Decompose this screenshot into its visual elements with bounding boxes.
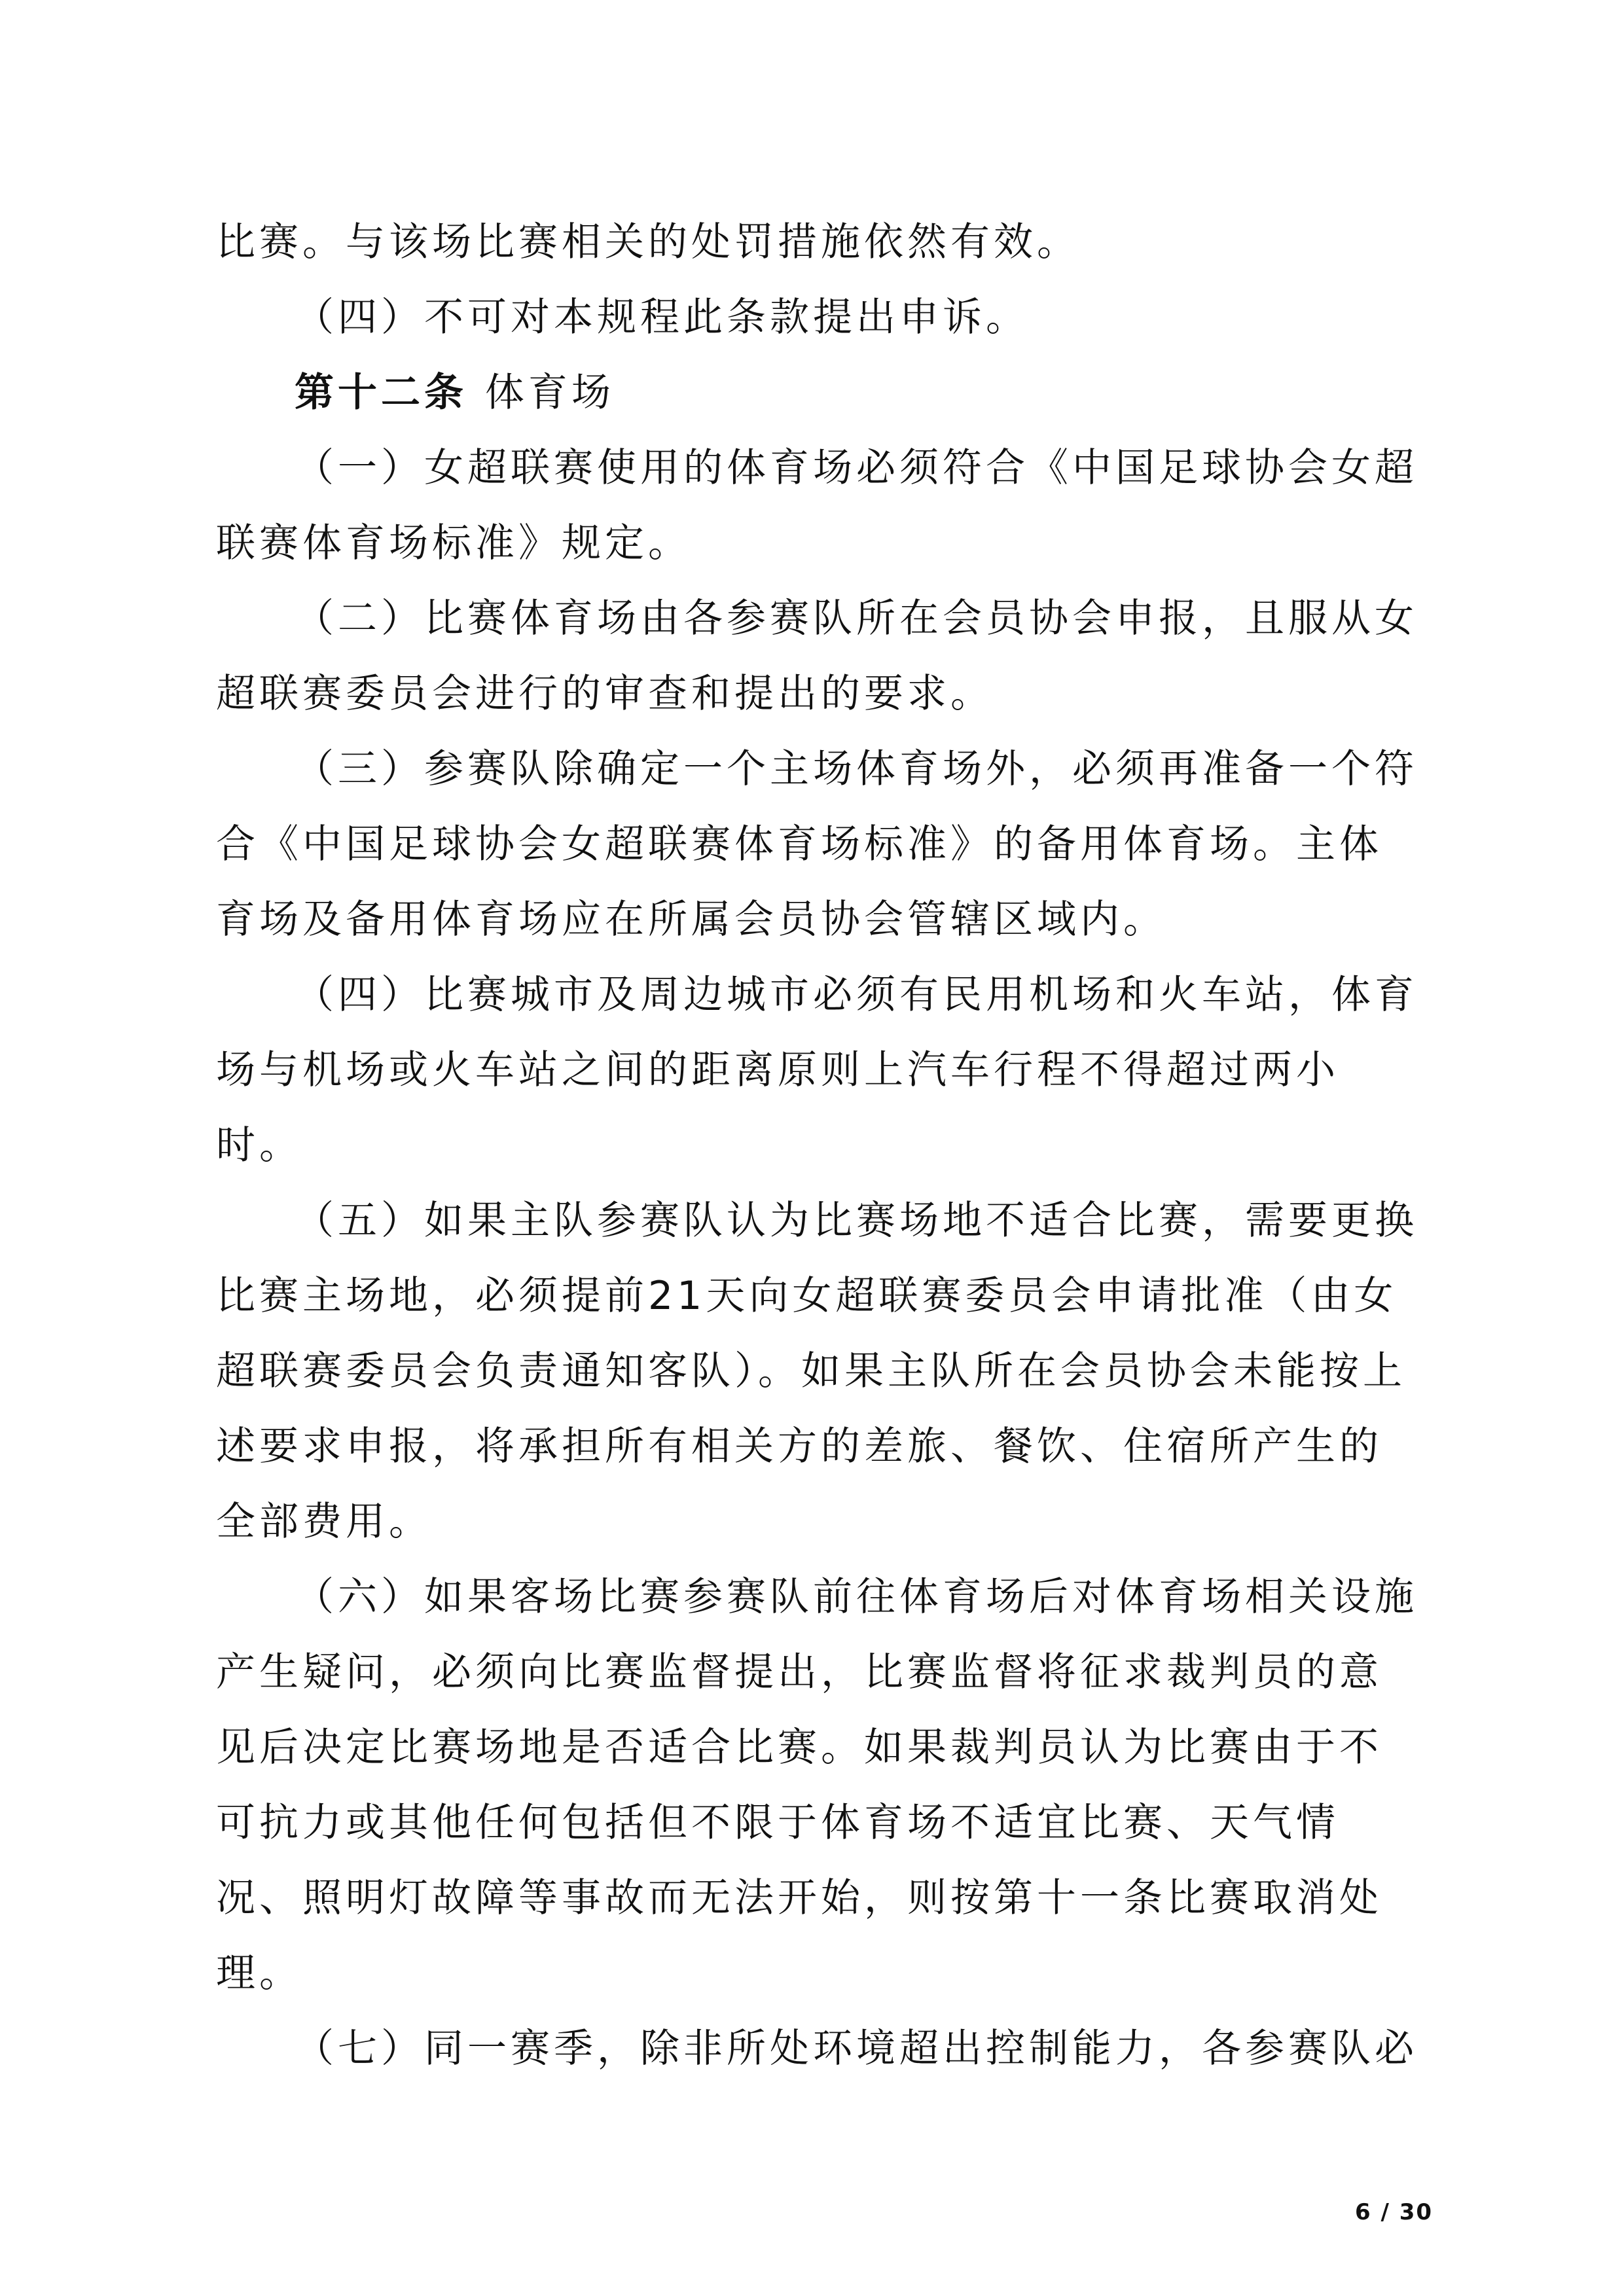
article-number: 第十二条 [295, 370, 467, 416]
text-line: 全部费用。 [216, 1499, 432, 1545]
text-line: （五）如果主队参赛队认为比赛场地不适合比赛，需要更换 [295, 1198, 1418, 1244]
text-line: （七）同一赛季，除非所处环境超出控制能力，各参赛队必 [295, 2026, 1418, 2072]
text-line: 况、照明灯故障等事故而无法开始，则按第十一条比赛取消处 [216, 1875, 1382, 1921]
text-line: 比赛主场地，必须提前21天向女超联赛委员会申请批准（由女 [216, 1273, 1398, 1319]
text-line: 时。 [216, 1122, 302, 1168]
text-line: 场与机场或火车站之间的距离原则上汽车行程不得超过两小 [216, 1047, 1339, 1093]
text-line: （六）如果客场比赛参赛队前往体育场后对体育场相关设施 [295, 1574, 1418, 1620]
article-title: 体育场 [484, 370, 615, 416]
text-line: 述要求申报，将承担所有相关方的差旅、餐饮、住宿所产生的 [216, 1424, 1382, 1469]
text-line: （二）比赛体育场由各参赛队所在会员协会申报，且服从女 [295, 596, 1418, 641]
page-number: 6 / 30 [1355, 2199, 1434, 2225]
text-line: 比赛。与该场比赛相关的处罚措施依然有效。 [216, 219, 1080, 265]
text-line: 联赛体育场标准》规定。 [216, 520, 691, 566]
text-line: （一）女超联赛使用的体育场必须符合《中国足球协会女超 [295, 445, 1418, 491]
text-line: 超联赛委员会进行的审查和提出的要求。 [216, 671, 994, 717]
text-line: 理。 [216, 1950, 302, 1996]
text-line: （四）比赛城市及周边城市必须有民用机场和火车站，体育 [295, 972, 1418, 1018]
text-line: 产生疑问，必须向比赛监督提出，比赛监督将征求裁判员的意 [216, 1649, 1382, 1695]
text-line: 可抗力或其他任何包括但不限于体育场不适宜比赛、天气情 [216, 1800, 1339, 1846]
text-line: 见后决定比赛场地是否适合比赛。如果裁判员认为比赛由于不 [216, 1725, 1382, 1770]
text-line: 合《中国足球协会女超联赛体育场标准》的备用体育场。主体 [216, 821, 1382, 867]
text-line: 超联赛委员会负责通知客队）。如果主队所在会员协会未能按上 [216, 1348, 1406, 1394]
text-line: 育场及备用体育场应在所属会员协会管辖区域内。 [216, 897, 1166, 942]
text-line: （四）不可对本规程此条款提出申诉。 [295, 295, 1029, 340]
text-line: （三）参赛队除确定一个主场体育场外，必须再准备一个符 [295, 746, 1418, 792]
article-heading [295, 370, 615, 416]
